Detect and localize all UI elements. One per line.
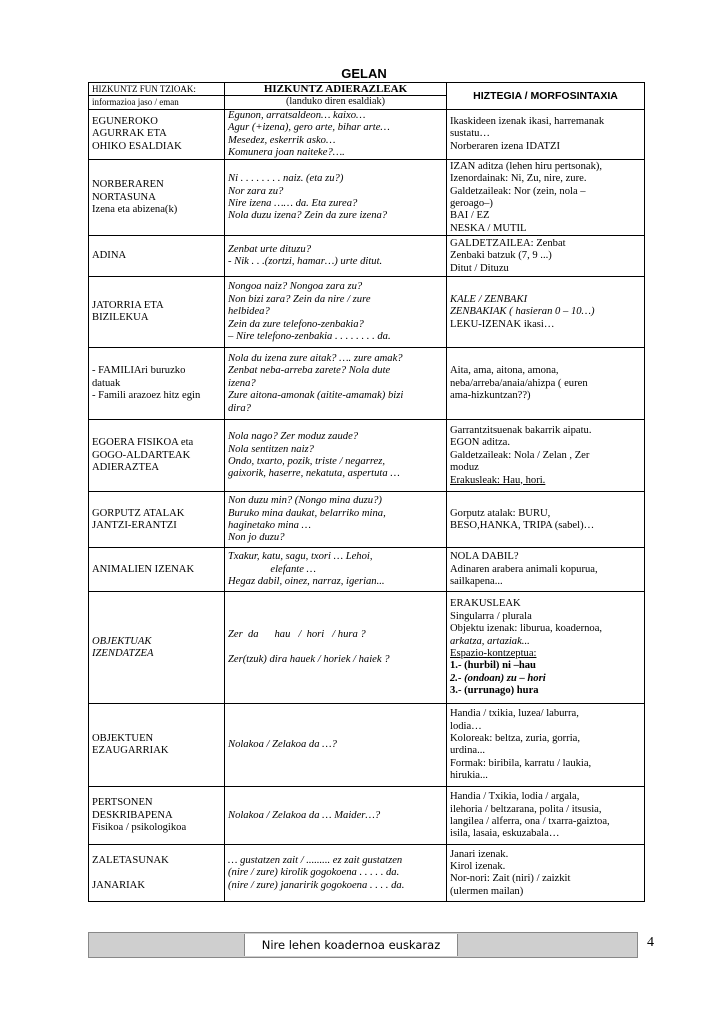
function-cell: OBJEKTUAK IZENDATZEA (89, 592, 225, 704)
table-row (89, 236, 645, 277)
table-row (89, 348, 645, 420)
vocabulary-cell: NOLA DABIL? Adinaren arabera animali kopurua, sailkapena... (447, 548, 645, 592)
header-expressions: HIZKUNTZ ADIERAZLEAK (225, 83, 447, 96)
page-title: GELAN (341, 66, 387, 81)
function-cell: EGUNEROKO AGURRAK ETA OHIKO ESALDIAK (89, 109, 225, 160)
vocabulary-cell: ERAKUSLEAK Singularra / plurala Objektu izenak: liburua, koadernoa, arkatza, artaziak... Espazio-kontzeptua: 1.- (hurbil) ni –hau 2.- (ondoan) zu – hori 3.- (urrunago) hura (447, 592, 645, 704)
header-vocabulary: HIZTEGIA / MORFOSINTAXIA (447, 83, 645, 110)
expressions-cell: Zenbat urte dituzu? - Nik . . .(zortzi, hamar…) urte ditut. (225, 236, 447, 277)
expressions-cell: … gustatzen zait / ......... ez zait gustatzen (nire / zure) kirolik gogokoena . . . . . da. (nire / zure) janaririk gogokoena . . . . da. (225, 845, 447, 902)
expressions-cell: Nongoa naiz? Nongoa zara zu? Non bizi zara? Zein da nire / zure helbidea? Zein da zure telefono-zenbakia? – Nire telefono-zenbakia . . . . . . . . da. (225, 277, 447, 348)
vocabulary-cell: Ikaskideen izenak ikasi, harremanak sustatu… Norberaren izena IDATZI (447, 109, 645, 160)
footer-bar (88, 932, 638, 958)
vocabulary-table (88, 82, 645, 902)
expressions-cell: Nola du izena zure aitak? …. zure amak? Zenbat neba-arreba zarete? Nola dute izena? Zure aitona-amonak (aitite-amamak) bizi dira? (225, 348, 447, 420)
function-cell: EGOERA FISIKOA eta GOGO-ALDARTEAK ADIERAZTEA (89, 420, 225, 492)
table-header-row-1 (89, 83, 645, 96)
page-number: 4 (647, 935, 654, 950)
expressions-cell: Nolakoa / Zelakoa da …? (225, 704, 447, 787)
vocabulary-cell: IZAN aditza (lehen hiru pertsonak), Izenordainak: Ni, Zu, nire, zure. Galdetzaileak: Nor (zein, nola – geroago–) BAI / EZ NESKA / MUTIL (447, 160, 645, 236)
function-cell: ZALETASUNAK JANARIAK (89, 845, 225, 902)
vocabulary-cell: Handia / txikia, luzea/ laburra, lodia… Koloreak: beltza, zuria, gorria, urdina... Formak: biribila, karratu / laukia, hirukia... (447, 704, 645, 787)
table-row (89, 787, 645, 845)
expressions-cell: Non duzu min? (Nongo mina duzu?) Buruko mina daukat, belarriko mina, haginetako mina … Non jo duzu? (225, 492, 447, 548)
footer-title: Nire lehen koadernoa euskaraz (244, 934, 458, 956)
vocabulary-cell: Janari izenak. Kirol izenak. Nor-nori: Zait (niri) / zaizkit (ulermen mailan) (447, 845, 645, 902)
header-functions-sub: informazioa jaso / eman (89, 96, 225, 109)
table-row (89, 277, 645, 348)
expressions-cell: Ni . . . . . . . . naiz. (eta zu?) Nor zara zu? Nire izena …… da. Eta zurea? Nola duzu izena? Zein da zure izena? (225, 160, 447, 236)
function-cell: ANIMALIEN IZENAK (89, 548, 225, 592)
table-row (89, 420, 645, 492)
function-cell: JATORRIA ETA BIZILEKUA (89, 277, 225, 348)
function-cell: PERTSONEN DESKRIBAPENA Fisikoa / psikologikoa (89, 787, 225, 845)
table-row (89, 548, 645, 592)
function-cell: ADINA (89, 236, 225, 277)
table-row (89, 109, 645, 160)
expressions-cell: Egunon, arratsaldeon… kaixo… Agur (+izena), gero arte, bihar arte… Mesedez, eskerrik asko… Komunera joan naiteke?…. (225, 109, 447, 160)
vocabulary-cell: KALE / ZENBAKI ZENBAKIAK ( hasieran 0 – 10…) LEKU-IZENAK ikasi… (447, 277, 645, 348)
table-row (89, 704, 645, 787)
vocabulary-cell: Aita, ama, aitona, amona, neba/arreba/anaia/ahizpa ( euren ama-hizkuntzan??) (447, 348, 645, 420)
function-cell: - FAMILIAri buruzko datuak - Famili arazoez hitz egin (89, 348, 225, 420)
expressions-cell: Txakur, katu, sagu, txori … Lehoi, elefante … Hegaz dabil, oinez, narraz, igerian... (225, 548, 447, 592)
expressions-cell: Zer da hau / hori / hura ? Zer(tzuk) dira hauek / horiek / haiek ? (225, 592, 447, 704)
vocabulary-cell: Handia / Txikia, lodia / argala, ilehoria / beltzarana, polita / itsusia, langilea / alferra, ona / txarra-gaiztoa, isila, lasaia, eskuzabala… (447, 787, 645, 845)
vocabulary-cell: Gorputz atalak: BURU, BESO,HANKA, TRIPA (sabel)… (447, 492, 645, 548)
function-cell: NORBERAREN NORTASUNA Izena eta abizena(k) (89, 160, 225, 236)
function-cell: OBJEKTUEN EZAUGARRIAK (89, 704, 225, 787)
header-expressions-sub: (landuko diren esaldiak) (225, 96, 447, 109)
table-row (89, 160, 645, 236)
table-row (89, 592, 645, 704)
expressions-cell: Nola nago? Zer moduz zaude? Nola sentitzen naiz? Ondo, txarto, pozik, triste / negarrez, gaixorik, haserre, nekatuta, aspertuta … (225, 420, 447, 492)
table-row (89, 492, 645, 548)
function-cell: GORPUTZ ATALAK JANTZI-ERANTZI (89, 492, 225, 548)
header-functions: HIZKUNTZ FUN TZIOAK: (89, 83, 225, 96)
table-row (89, 845, 645, 902)
expressions-cell: Nolakoa / Zelakoa da … Maider…? (225, 787, 447, 845)
vocabulary-cell: GALDETZAILEA: Zenbat Zenbaki batzuk (7, 9 ...) Ditut / Dituzu (447, 236, 645, 277)
vocabulary-cell: Garrantzitsuenak bakarrik aipatu. EGON aditza. Galdetzaileak: Nola / Zelan , Zer moduz Erakusleak: Hau, hori. (447, 420, 645, 492)
